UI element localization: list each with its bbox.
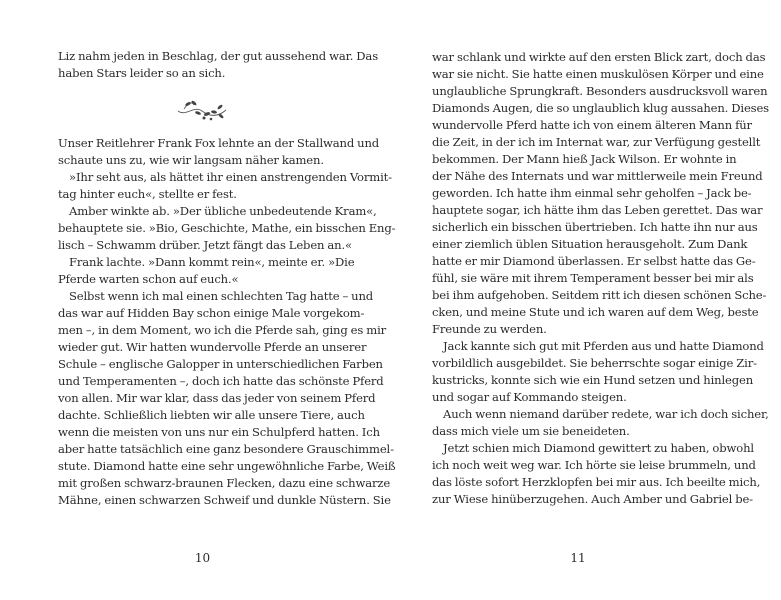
text-line: Amber winkte ab. »Der übliche unbedeutende Kram«, — [69, 204, 377, 218]
text-line: Frank lachte. »Dann kommt rein«, meinte er. »Die — [69, 255, 355, 269]
text-line: war schlank und wirkte auf den ersten Blick zart, doch das — [432, 50, 766, 64]
text-line: Mähne, einen schwarzen Schweif und dunkle Nüstern. Sie — [58, 493, 391, 507]
text-line: unglaubliche Sprungkraft. Besonders ausdrucksvoll waren — [432, 84, 768, 98]
text-line: vorbildlich ausgebildet. Sie beherrschte sogar einige Zir- — [432, 356, 757, 370]
text-line: sicherlich ein bisschen übertrieben. Ich hatte ihn nur aus — [432, 220, 758, 234]
text-line: lisch – Schwamm drüber. Jetzt fängt das Leben an.« — [58, 238, 352, 252]
text-line: stute. Diamond hatte eine sehr ungewöhnliche Farbe, Weiß — [58, 459, 396, 473]
text-line: schaute uns zu, wie wir langsam näher kamen. — [58, 153, 324, 167]
text-line: kustricks, konnte sich wie ein Hund setzen und hinlegen — [432, 373, 754, 387]
text-line: und Temperamenten –, doch ich hatte das schönste Pferd — [58, 374, 384, 388]
text-line: haben Stars leider so an sich. — [58, 66, 226, 80]
text-line: Pferde warten schon auf euch.« — [58, 272, 239, 286]
text-line: tag hinter euch«, stellte er fest. — [58, 187, 237, 201]
page-number: 10 — [194, 551, 211, 565]
text-line: bekommen. Der Mann hieß Jack Wilson. Er wohnte in — [432, 152, 737, 166]
text-line: bei ihm aufgehoben. Seitdem ritt ich diesen schönen Sche- — [432, 288, 767, 302]
text-line: und sogar auf Kommando steigen. — [432, 390, 627, 404]
page-number: 11 — [570, 551, 586, 565]
text-line: mit großen schwarz-braunen Flecken, dazu eine schwarze — [58, 476, 391, 490]
text-line: behauptete sie. »Bio, Geschichte, Mathe, ein bisschen Eng- — [58, 221, 396, 235]
text-line: Diamonds Augen, die so unglaublich klug aussahen. Dieses — [432, 101, 769, 115]
text-line: von allen. Mir war klar, dass das jeder von seinem Pferd — [58, 391, 376, 405]
text-line: wieder gut. Wir hatten wundervolle Pferde an unserer — [58, 340, 367, 354]
right-page — [432, 0, 769, 600]
text-line: einer ziemlich üblen Situation herausgeholt. Zum Dank — [432, 237, 748, 251]
text-line: der Nähe des Internats und war mittlerweile mein Freund — [432, 169, 763, 183]
text-line: wundervolle Pferd hatte ich von einem älteren Mann für — [432, 118, 752, 132]
text-line: hatte er mir Diamond überlassen. Er selbst hatte das Ge- — [432, 254, 756, 268]
text-line: Selbst wenn ich mal einen schlechten Tag hatte – und — [69, 289, 374, 303]
text-line: Liz nahm jeden in Beschlag, der gut aussehend war. Das — [58, 49, 378, 63]
text-line: ich noch weit weg war. Ich hörte sie leise brummeln, und — [432, 458, 756, 472]
text-line: fühl, sie wäre mit ihrem Temperament besser bei mir als — [432, 271, 754, 285]
text-line: »Ihr seht aus, als hättet ihr einen anstrengenden Vormit- — [69, 170, 392, 184]
text-line: Auch wenn niemand darüber redete, war ich doch sicher, — [443, 407, 769, 421]
text-line: Schule – englische Galopper in unterschiedlichen Farben — [58, 357, 383, 371]
text-line: die Zeit, in der ich im Internat war, zur Verfügung gestellt — [432, 135, 761, 149]
text-line: Jetzt schien mich Diamond gewittert zu haben, obwohl — [443, 441, 754, 455]
left-page — [58, 0, 396, 600]
floral-vine-ornament-icon — [174, 97, 230, 123]
text-line: war sie nicht. Sie hatte einen muskulösen Körper und eine — [432, 67, 764, 81]
text-line: men –, in dem Moment, wo ich die Pferde sah, ging es mir — [58, 323, 387, 337]
text-line: dachte. Schließlich liebten wir alle unsere Tiere, auch — [58, 408, 365, 422]
text-line: das löste sofort Herzklopfen bei mir aus. Ich beeilte mich, — [432, 475, 761, 489]
text-line: wenn die meisten von uns nur ein Schulpferd hatten. Ich — [58, 425, 380, 439]
text-line: Jack kannte sich gut mit Pferden aus und hatte Diamond — [443, 339, 764, 353]
text-line: Unser Reitlehrer Frank Fox lehnte an der Stallwand und — [58, 136, 380, 150]
text-line: das war auf Hidden Bay schon einige Male vorgekom- — [58, 306, 365, 320]
text-line: aber hatte tatsächlich eine ganz besondere Grauschimmel- — [58, 442, 394, 456]
text-line: Freunde zu werden. — [432, 322, 547, 336]
text-line: geworden. Ich hatte ihm einmal sehr geholfen – Jack be- — [432, 186, 752, 200]
text-line: zur Wiese hinüberzugehen. Auch Amber und Gabriel be- — [432, 492, 753, 506]
text-line: dass mich viele um sie beneideten. — [432, 424, 630, 438]
text-line: cken, und meine Stute und ich waren auf dem Weg, beste — [432, 305, 759, 319]
text-line: hauptete sogar, ich hätte ihm das Leben gerettet. Das war — [432, 203, 763, 217]
